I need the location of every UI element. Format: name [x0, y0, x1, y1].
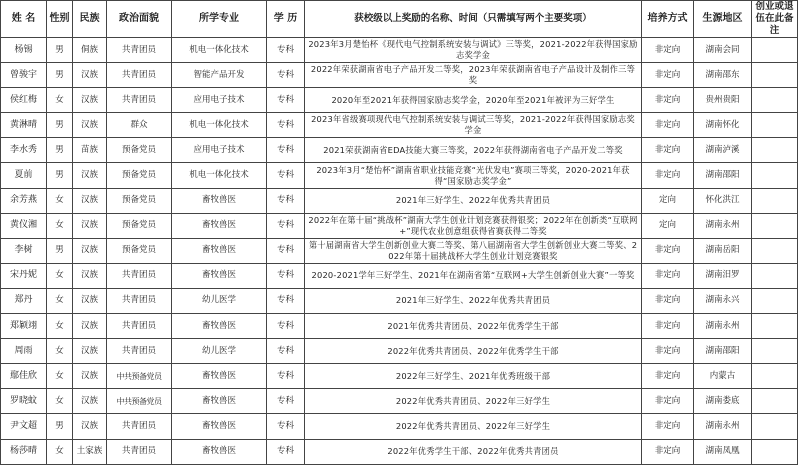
cell-major: 畜牧兽医 [172, 188, 267, 213]
cell-political: 预备党员 [107, 138, 172, 163]
cell-gender: 男 [47, 138, 73, 163]
cell-name: 郑颖翊 [1, 314, 47, 339]
cell-ethnicity: 汉族 [73, 188, 107, 213]
cell-awards: 2022年在第十届“挑战杯”湖南大学生创业计划竞赛获得银奖；2022年在创新类“互联网+”现代农业创意组获得省赛获得二等奖 [305, 213, 642, 238]
header-name: 姓 名 [1, 1, 47, 38]
cell-awards: 2022年优秀学生干部、2022年优秀共青团员 [305, 439, 642, 464]
cell-training: 非定向 [642, 414, 694, 439]
cell-gender: 女 [47, 213, 73, 238]
cell-name: 杨锡 [1, 38, 47, 63]
table-row [1, 63, 798, 88]
cell-name: 余芳燕 [1, 188, 47, 213]
cell-name: 杨莎晴 [1, 439, 47, 464]
cell-training: 非定向 [642, 163, 694, 188]
cell-major: 畜牧兽医 [172, 389, 267, 414]
cell-origin: 湖南永州 [694, 414, 752, 439]
cell-education: 专科 [267, 188, 305, 213]
cell-political: 共青团员 [107, 314, 172, 339]
header-origin: 生源地区 [694, 1, 752, 38]
cell-remark [752, 238, 798, 263]
table-row [1, 389, 798, 414]
table-row [1, 288, 798, 313]
cell-political: 共青团员 [107, 263, 172, 288]
cell-training: 非定向 [642, 63, 694, 88]
cell-remark [752, 314, 798, 339]
cell-training: 非定向 [642, 314, 694, 339]
cell-origin: 湖南怀化 [694, 113, 752, 138]
cell-political: 共青团员 [107, 288, 172, 313]
cell-origin: 湖南邵阳 [694, 163, 752, 188]
header-row [1, 1, 798, 38]
cell-major: 畜牧兽医 [172, 213, 267, 238]
cell-training: 非定向 [642, 389, 694, 414]
cell-political: 预备党员 [107, 163, 172, 188]
table-row [1, 238, 798, 263]
cell-ethnicity: 汉族 [73, 263, 107, 288]
cell-remark [752, 414, 798, 439]
table-row [1, 339, 798, 364]
cell-ethnicity: 汉族 [73, 314, 107, 339]
cell-name: 周雨 [1, 339, 47, 364]
cell-gender: 男 [47, 414, 73, 439]
cell-name: 罗晓蚊 [1, 389, 47, 414]
cell-name: 李树 [1, 238, 47, 263]
table-row [1, 38, 798, 63]
cell-remark [752, 138, 798, 163]
cell-training: 定向 [642, 213, 694, 238]
cell-training: 非定向 [642, 364, 694, 389]
cell-ethnicity: 汉族 [73, 113, 107, 138]
cell-ethnicity: 汉族 [73, 163, 107, 188]
cell-origin: 湖南永州 [694, 213, 752, 238]
cell-gender: 女 [47, 439, 73, 464]
cell-education: 专科 [267, 414, 305, 439]
cell-origin: 湖南泸溪 [694, 138, 752, 163]
cell-education: 专科 [267, 38, 305, 63]
cell-name: 黄淋晴 [1, 113, 47, 138]
cell-major: 应用电子技术 [172, 88, 267, 113]
cell-remark [752, 63, 798, 88]
cell-ethnicity: 汉族 [73, 389, 107, 414]
cell-ethnicity: 侗族 [73, 38, 107, 63]
cell-origin: 湖南永兴 [694, 288, 752, 313]
cell-name: 鄢佳欣 [1, 364, 47, 389]
cell-major: 幼儿医学 [172, 288, 267, 313]
cell-education: 专科 [267, 213, 305, 238]
table-body [1, 38, 798, 465]
cell-ethnicity: 苗族 [73, 138, 107, 163]
table-row [1, 163, 798, 188]
table-row [1, 314, 798, 339]
cell-name: 宋丹妮 [1, 263, 47, 288]
cell-remark [752, 188, 798, 213]
cell-ethnicity: 汉族 [73, 88, 107, 113]
cell-gender: 男 [47, 63, 73, 88]
cell-origin: 贵州贵阳 [694, 88, 752, 113]
header-remark: 创业或退伍在此备注 [752, 1, 798, 38]
cell-gender: 女 [47, 389, 73, 414]
cell-training: 非定向 [642, 88, 694, 113]
header-ethnicity: 民族 [73, 1, 107, 38]
cell-remark [752, 389, 798, 414]
cell-gender: 女 [47, 263, 73, 288]
cell-political: 共青团员 [107, 439, 172, 464]
cell-education: 专科 [267, 113, 305, 138]
cell-education: 专科 [267, 88, 305, 113]
cell-remark [752, 364, 798, 389]
cell-major: 机电一体化技术 [172, 113, 267, 138]
header-major: 所学专业 [172, 1, 267, 38]
cell-awards: 2021年三好学生、2022年优秀共青团员 [305, 188, 642, 213]
cell-name: 曾骏宇 [1, 63, 47, 88]
table-row [1, 263, 798, 288]
cell-political: 共青团员 [107, 88, 172, 113]
cell-major: 畜牧兽医 [172, 439, 267, 464]
cell-gender: 女 [47, 288, 73, 313]
cell-name: 黄仪湘 [1, 213, 47, 238]
cell-gender: 男 [47, 38, 73, 63]
cell-origin: 湖南永州 [694, 314, 752, 339]
cell-major: 应用电子技术 [172, 138, 267, 163]
cell-remark [752, 439, 798, 464]
cell-ethnicity: 汉族 [73, 213, 107, 238]
cell-origin: 湖南邵东 [694, 63, 752, 88]
cell-awards: 2021年优秀共青团员、2022年优秀学生干部 [305, 314, 642, 339]
table-row [1, 138, 798, 163]
cell-training: 非定向 [642, 138, 694, 163]
cell-origin: 湖南汨罗 [694, 263, 752, 288]
cell-training: 非定向 [642, 113, 694, 138]
cell-education: 专科 [267, 314, 305, 339]
cell-awards: 2021荣获湖南省EDA技能大赛三等奖，2022年获得湖南省电子产品开发二等奖 [305, 138, 642, 163]
table-row [1, 364, 798, 389]
cell-ethnicity: 汉族 [73, 238, 107, 263]
cell-ethnicity: 汉族 [73, 288, 107, 313]
cell-awards: 2022年三好学生、2021年优秀班级干部 [305, 364, 642, 389]
cell-major: 畜牧兽医 [172, 314, 267, 339]
cell-education: 专科 [267, 339, 305, 364]
cell-political: 共青团员 [107, 38, 172, 63]
cell-education: 专科 [267, 163, 305, 188]
cell-political: 预备党员 [107, 238, 172, 263]
cell-gender: 女 [47, 339, 73, 364]
cell-gender: 男 [47, 163, 73, 188]
cell-awards: 2022年荣获湖南省电子产品开发二等奖，2023年荣获湖南省电子产品设计及制作三等奖 [305, 63, 642, 88]
cell-ethnicity: 汉族 [73, 414, 107, 439]
cell-major: 畜牧兽医 [172, 364, 267, 389]
cell-political: 预备党员 [107, 213, 172, 238]
cell-awards: 2023年3月“楚怡杯”湖南省职业技能竞赛“光伏发电”赛项三等奖，2020-2021年获得“国家励志奖学金” [305, 163, 642, 188]
cell-education: 专科 [267, 63, 305, 88]
cell-awards: 2022年优秀共青团员、2022年三好学生 [305, 414, 642, 439]
cell-name: 李水秀 [1, 138, 47, 163]
cell-remark [752, 288, 798, 313]
cell-political: 共青团员 [107, 339, 172, 364]
table-row [1, 414, 798, 439]
cell-major: 机电一体化技术 [172, 38, 267, 63]
table-row [1, 213, 798, 238]
cell-education: 专科 [267, 364, 305, 389]
cell-major: 机电一体化技术 [172, 163, 267, 188]
cell-remark [752, 113, 798, 138]
cell-training: 非定向 [642, 439, 694, 464]
cell-education: 专科 [267, 238, 305, 263]
cell-political: 共青团员 [107, 414, 172, 439]
table-row [1, 88, 798, 113]
cell-awards: 2021年三好学生、2022年优秀共青团员 [305, 288, 642, 313]
cell-awards: 2022年优秀共青团员、2022年三好学生 [305, 389, 642, 414]
cell-major: 幼儿医学 [172, 339, 267, 364]
cell-awards: 2020-2021学年三好学生、2021年在湖南省第“互联网+大学生创新创业大赛”一等奖 [305, 263, 642, 288]
header-political: 政治面貌 [107, 1, 172, 38]
cell-political: 群众 [107, 113, 172, 138]
cell-awards: 2023年3月楚怡杯《现代电气控制系统安装与调试》三等奖，2021-2022年获得国家励志奖学金 [305, 38, 642, 63]
cell-gender: 男 [47, 113, 73, 138]
cell-training: 非定向 [642, 263, 694, 288]
table-row [1, 113, 798, 138]
cell-awards: 第十届湖南省大学生创新创业大赛二等奖、第八届湖南省大学生创新创业大赛二等奖、2022年第十届挑战杯大学生创业计划竞赛银奖 [305, 238, 642, 263]
cell-major: 畜牧兽医 [172, 263, 267, 288]
header-awards: 获校级以上奖励的名称、时间（只需填写两个主要奖项） [305, 1, 642, 38]
cell-gender: 女 [47, 364, 73, 389]
cell-ethnicity: 土家族 [73, 439, 107, 464]
cell-origin: 内蒙古 [694, 364, 752, 389]
cell-political: 中共预备党员 [107, 364, 172, 389]
cell-political: 预备党员 [107, 188, 172, 213]
cell-ethnicity: 汉族 [73, 63, 107, 88]
cell-remark [752, 163, 798, 188]
cell-remark [752, 38, 798, 63]
cell-gender: 女 [47, 314, 73, 339]
cell-remark [752, 263, 798, 288]
cell-origin: 湖南娄底 [694, 389, 752, 414]
cell-gender: 女 [47, 88, 73, 113]
cell-ethnicity: 汉族 [73, 364, 107, 389]
cell-remark [752, 213, 798, 238]
cell-name: 夏前 [1, 163, 47, 188]
header-gender: 性别 [47, 1, 73, 38]
cell-name: 侯红梅 [1, 88, 47, 113]
cell-education: 专科 [267, 439, 305, 464]
cell-origin: 湖南会同 [694, 38, 752, 63]
cell-education: 专科 [267, 288, 305, 313]
cell-training: 非定向 [642, 339, 694, 364]
cell-origin: 湖南邵阳 [694, 339, 752, 364]
cell-training: 非定向 [642, 288, 694, 313]
cell-education: 专科 [267, 263, 305, 288]
cell-origin: 湖南凤凰 [694, 439, 752, 464]
cell-political: 中共预备党员 [107, 389, 172, 414]
cell-education: 专科 [267, 389, 305, 414]
cell-training: 定向 [642, 188, 694, 213]
cell-ethnicity: 汉族 [73, 339, 107, 364]
table-row [1, 188, 798, 213]
cell-training: 非定向 [642, 38, 694, 63]
cell-awards: 2020年至2021年获得国家励志奖学金，2020年至2021年被评为三好学生 [305, 88, 642, 113]
cell-political: 共青团员 [107, 63, 172, 88]
cell-training: 非定向 [642, 238, 694, 263]
cell-major: 畜牧兽医 [172, 238, 267, 263]
cell-awards: 2022年优秀共青团员、2022年优秀学生干部 [305, 339, 642, 364]
cell-major: 畜牧兽医 [172, 414, 267, 439]
cell-awards: 2023年省级赛项现代电气控制系统安装与调试三等奖，2021-2022年获得国家励志奖学金 [305, 113, 642, 138]
header-education: 学 历 [267, 1, 305, 38]
cell-remark [752, 339, 798, 364]
cell-remark [752, 88, 798, 113]
cell-education: 专科 [267, 138, 305, 163]
header-training: 培养方式 [642, 1, 694, 38]
cell-origin: 怀化洪江 [694, 188, 752, 213]
cell-name: 郑丹 [1, 288, 47, 313]
cell-origin: 湖南岳阳 [694, 238, 752, 263]
cell-name: 尹文超 [1, 414, 47, 439]
cell-gender: 男 [47, 238, 73, 263]
cell-gender: 女 [47, 188, 73, 213]
table-row [1, 439, 798, 464]
cell-major: 智能产品开发 [172, 63, 267, 88]
